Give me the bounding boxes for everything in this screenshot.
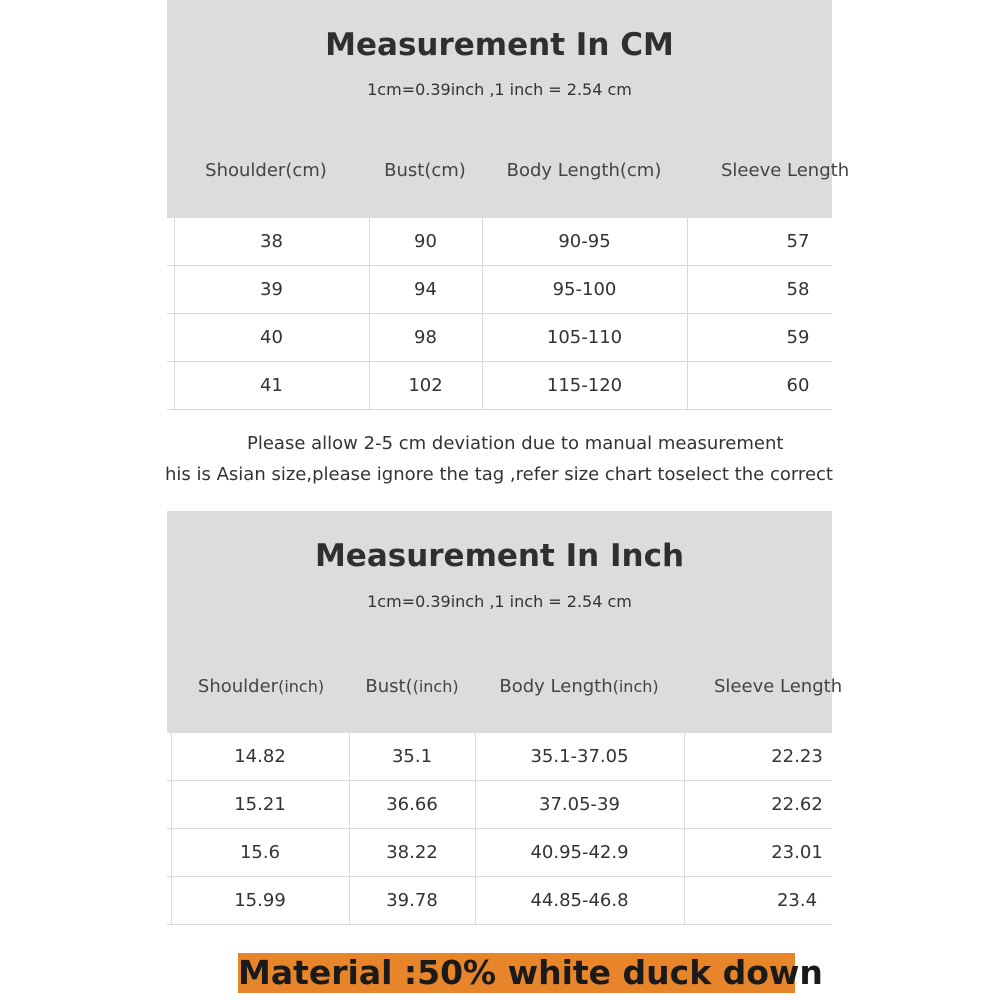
cell-sleeve-length: 60 xyxy=(786,375,810,396)
inch-table-header xyxy=(167,511,843,733)
inch-table-body xyxy=(167,733,832,925)
cell-body-length: 35.1-37.05 xyxy=(530,746,629,767)
cm-table-body xyxy=(167,218,832,410)
cell-bust: 94 xyxy=(414,279,437,300)
cell-bust: 38.22 xyxy=(386,842,438,863)
table-row xyxy=(167,877,832,925)
cell-bust: 36.66 xyxy=(386,794,438,815)
asian-size-note: his is Asian size,please ignore the tag ,refer size chart toselect the correct xyxy=(165,464,833,485)
cell-sleeve-length: 22.23 xyxy=(771,746,823,767)
inch-conversion-note: 1cm=0.39inch ,1 inch = 2.54 cm xyxy=(367,592,632,611)
col-header-sleeve-length: Sleeve Length xyxy=(714,676,843,697)
cell-sleeve-length: 59 xyxy=(786,327,810,348)
col-header-bust: Bust(cm) xyxy=(384,160,466,181)
cell-body-length: 95-100 xyxy=(552,279,617,300)
cell-sleeve-length: 22.62 xyxy=(771,794,823,815)
cell-shoulder: 38 xyxy=(260,231,283,252)
table-row xyxy=(167,781,832,829)
cell-shoulder: 14.82 xyxy=(234,746,286,767)
cell-shoulder: 15.6 xyxy=(239,842,281,863)
cell-body-length: 37.05-39 xyxy=(539,794,620,815)
material-banner: Material :50% white duck down xyxy=(238,953,823,992)
col-header-body-length-unit: (inch) xyxy=(612,677,659,696)
cell-body-length: 44.85-46.8 xyxy=(530,890,629,911)
cell-sleeve-length: 58 xyxy=(786,279,810,300)
col-header-bust xyxy=(365,676,458,697)
cell-bust: 98 xyxy=(414,327,437,348)
cell-shoulder: 40 xyxy=(260,327,283,348)
cm-table-title: Measurement In CM xyxy=(325,27,674,63)
cell-shoulder: 39 xyxy=(260,279,283,300)
col-header-sleeve-length: Sleeve Length xyxy=(721,160,850,181)
table-row xyxy=(167,733,832,781)
cell-sleeve-length: 23.4 xyxy=(776,890,818,911)
cell-bust: 35.1 xyxy=(391,746,433,767)
cell-shoulder: 41 xyxy=(260,375,283,396)
inch-table-title: Measurement In Inch xyxy=(314,538,685,574)
cm-table-header xyxy=(167,0,850,218)
table-row xyxy=(167,218,832,266)
col-header-bust-label: Bust( xyxy=(365,676,413,697)
col-header-body-length xyxy=(499,676,658,697)
cell-bust: 102 xyxy=(408,375,443,396)
deviation-note: Please allow 2-5 cm deviation due to manual measurement xyxy=(247,433,784,454)
cell-body-length: 90-95 xyxy=(558,231,611,252)
cell-body-length: 40.95-42.9 xyxy=(530,842,629,863)
cell-sleeve-length: 57 xyxy=(786,231,810,252)
inch-measurement-table xyxy=(167,511,843,923)
table-row xyxy=(167,266,832,314)
cm-conversion-note: 1cm=0.39inch ,1 inch = 2.54 cm xyxy=(367,80,632,99)
col-header-bust-unit: (inch) xyxy=(412,677,459,696)
col-header-shoulder-unit: (inch) xyxy=(278,677,325,696)
col-header-shoulder: Shoulder(cm) xyxy=(205,160,327,181)
cell-body-length: 115-120 xyxy=(546,375,623,396)
col-header-shoulder xyxy=(198,676,324,697)
cell-sleeve-length: 23.01 xyxy=(771,842,823,863)
col-header-body-length: Body Length(cm) xyxy=(506,160,662,181)
cell-bust: 39.78 xyxy=(386,890,438,911)
table-row xyxy=(167,314,832,362)
table-row xyxy=(167,362,832,410)
col-header-shoulder-label: Shoulder xyxy=(197,676,279,697)
table-row xyxy=(167,829,832,877)
cell-bust: 90 xyxy=(414,231,437,252)
cell-shoulder: 15.21 xyxy=(234,794,286,815)
size-notes xyxy=(167,428,832,490)
col-header-body-length-label: Body Length xyxy=(499,676,613,697)
cell-body-length: 105-110 xyxy=(546,327,623,348)
cell-shoulder: 15.99 xyxy=(234,890,286,911)
cm-measurement-table xyxy=(167,0,850,408)
